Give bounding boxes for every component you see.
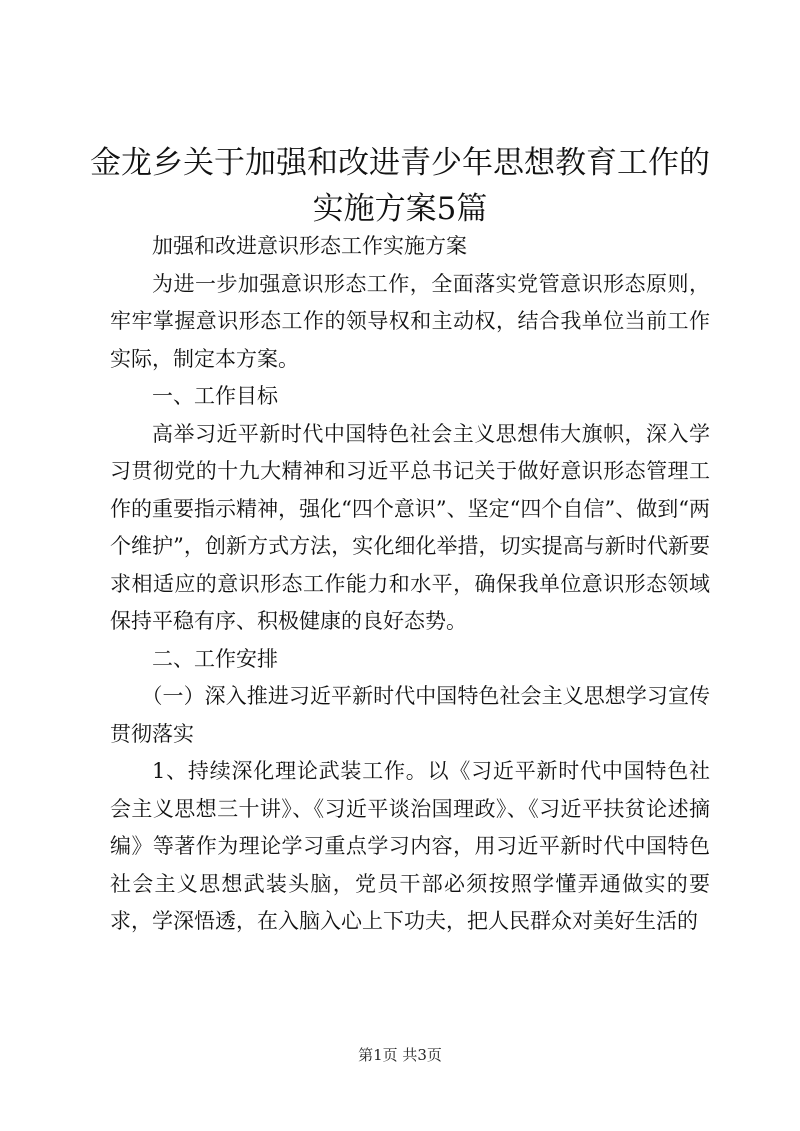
paragraph-intro: 为进一步加强意识形态工作，全面落实党管意识形态原则，牢牢掌握意识形态工作的领导权和主动权，结合我单位当前工作实际，制定本方案。: [110, 271, 710, 371]
title-line-1: 金龙乡关于加强和改进青少年思想教育工作的: [90, 145, 710, 181]
page-footer: 第1页 共3页: [358, 1046, 442, 1064]
paragraph-item-1: 1、持续深化理论武装工作。以《习近平新时代中国特色社会主义思想三十讲》、《习近平谈治国理政》、《习近平扶贫论述摘编》等著作为理论学习重点学习内容，用习近平新时代中国特色社会主义思想武装头脑，党员干部必须按照学懂弄通做实的要求，学深悟透，在入脑入心上下功夫，把人民群众对美好生活的: [110, 759, 710, 933]
document-body: [110, 228, 710, 941]
document-title: [90, 140, 710, 232]
heading-work-goals: 一、工作目标: [152, 384, 278, 408]
heading-work-arrangement: 二、工作安排: [152, 646, 278, 671]
subheading-section-1: （一）深入推进习近平新时代中国特色社会主义思想学习宣传贯彻落实: [110, 684, 710, 746]
title-line-2: 实施方案5篇: [312, 191, 488, 227]
paragraph-plan-title: 加强和改进意识形态工作实施方案: [152, 234, 467, 258]
paragraph-goals: 高举习近平新时代中国特色社会主义思想伟大旗帜，深入学习贯彻党的十九大精神和习近平总书记关于做好意识形态管理工作的重要指示精神，强化“四个意识”、坚定“四个自信”、做到“两个维护”，创新方式方法，实化细化举措，切实提高与新时代新要求相适应的意识形态工作能力和水平，确保我单位意识形态领域保持平稳有序、积极健康的良好态势。: [110, 421, 710, 633]
